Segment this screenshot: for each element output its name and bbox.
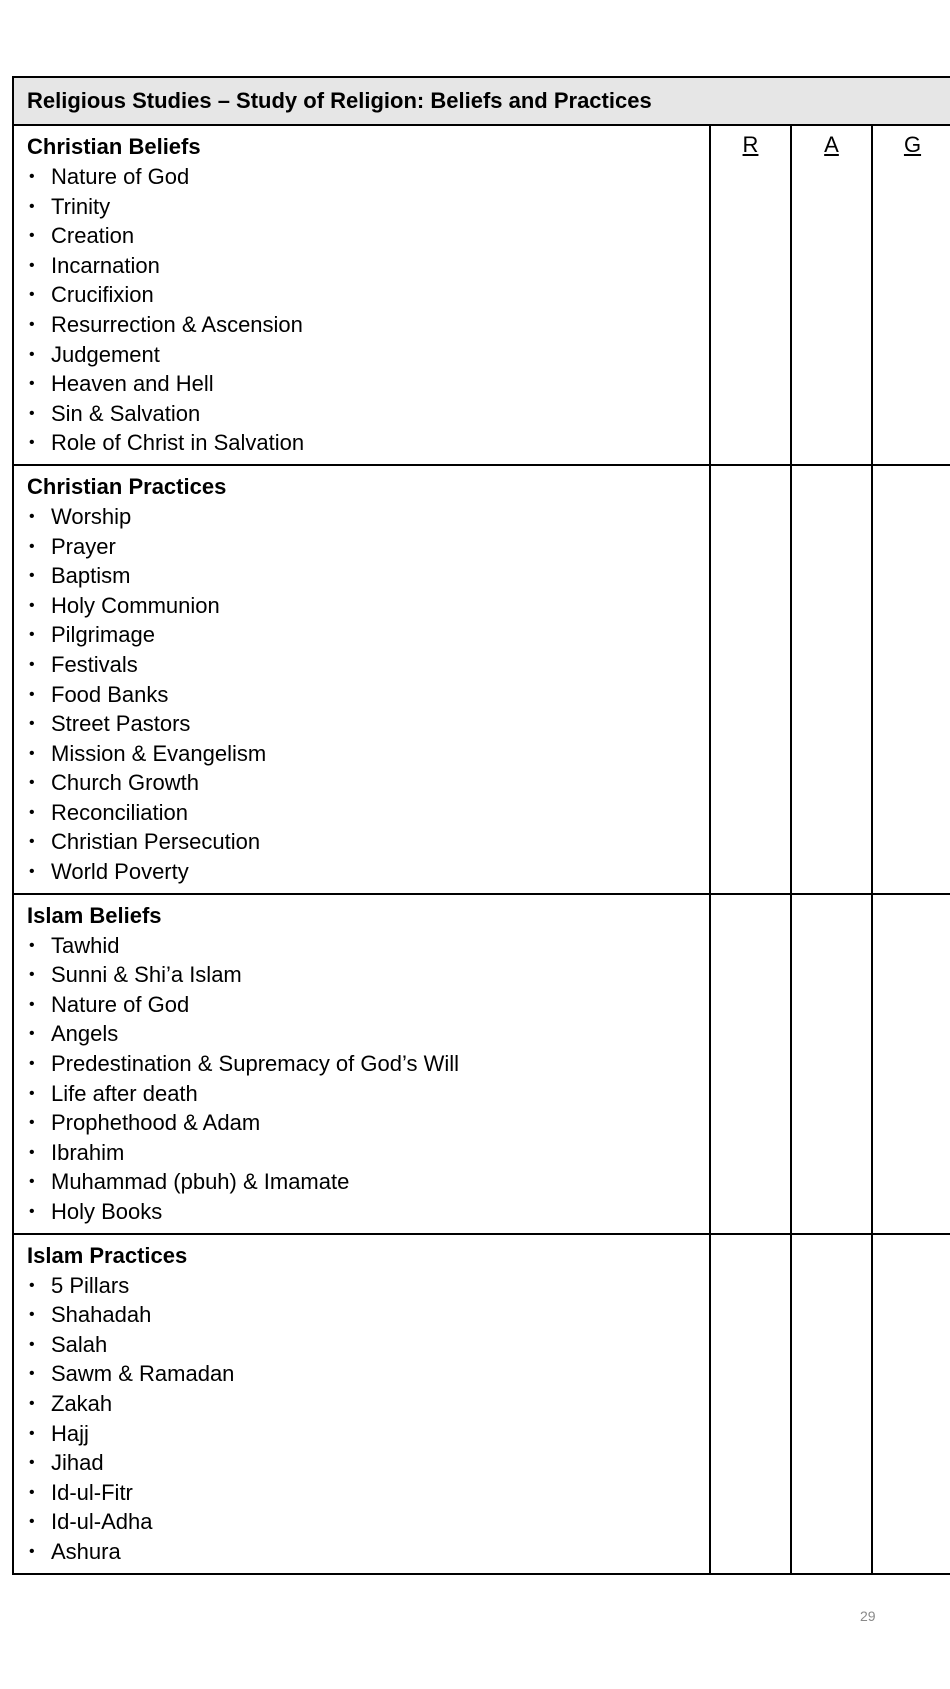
list-item-label: Hajj	[51, 1420, 89, 1446]
list-item-label: Salah	[51, 1331, 108, 1357]
rag-cell-r[interactable]	[710, 465, 791, 894]
list-item-label: Prophethood & Adam	[51, 1110, 261, 1136]
page-number: 29	[860, 1608, 876, 1624]
list-item-label: Reconciliation	[51, 799, 188, 825]
list-item	[27, 1197, 709, 1227]
bullet-icon: •	[29, 1424, 35, 1442]
bullet-icon: •	[29, 966, 35, 984]
bullet-icon: •	[29, 1114, 35, 1132]
list-item	[27, 680, 709, 710]
topic-list	[27, 502, 709, 893]
list-item	[27, 399, 709, 429]
list-item	[27, 1019, 709, 1049]
list-item-label: World Poverty	[51, 859, 189, 885]
section-heading: Christian Beliefs	[27, 134, 201, 159]
list-item-label: Role of Christ in Salvation	[51, 430, 305, 456]
bullet-icon: •	[29, 1394, 35, 1412]
list-item-label: Holy Communion	[51, 592, 220, 618]
list-item	[27, 591, 709, 621]
rag-cell-a[interactable]	[791, 125, 872, 465]
list-item-label: Nature of God	[51, 164, 190, 189]
bullet-icon: •	[29, 833, 35, 851]
list-item	[27, 1507, 709, 1537]
bullet-icon: •	[29, 1454, 35, 1472]
list-item-label: 5 Pillars	[51, 1272, 130, 1298]
list-item-label: Tawhid	[51, 932, 120, 958]
list-item-label: Worship	[51, 503, 132, 529]
list-item-label: Sin & Salvation	[51, 400, 201, 426]
bullet-icon: •	[29, 286, 35, 304]
list-item-label: Creation	[51, 223, 135, 249]
list-item-label: Zakah	[51, 1390, 113, 1416]
list-item-label: Jihad	[51, 1450, 104, 1476]
rag-cell-r[interactable]	[710, 125, 791, 465]
bullet-icon: •	[29, 1513, 35, 1531]
list-item	[27, 1537, 709, 1567]
rag-cell-a[interactable]	[791, 465, 872, 894]
list-item	[27, 768, 709, 798]
bullet-icon: •	[29, 434, 35, 452]
bullet-icon: •	[29, 1483, 35, 1501]
list-item	[27, 251, 709, 281]
bullet-icon: •	[29, 227, 35, 245]
title-row	[13, 77, 950, 125]
topic-cell	[13, 465, 710, 894]
topic-cell	[13, 1234, 710, 1574]
rag-checklist-table	[12, 76, 950, 1575]
bullet-icon: •	[29, 345, 35, 363]
list-item-label: Crucifixion	[51, 282, 154, 308]
list-item-label: Street Pastors	[51, 711, 191, 737]
rag-cell-a[interactable]	[791, 894, 872, 1234]
list-item-label: Sawm & Ramadan	[51, 1361, 235, 1387]
list-item	[27, 960, 709, 990]
bullet-icon: •	[29, 995, 35, 1013]
list-item-label: Resurrection & Ascension	[51, 311, 303, 337]
list-item	[27, 620, 709, 650]
list-item	[27, 990, 709, 1020]
list-item-label: Ibrahim	[51, 1139, 125, 1165]
list-item-label: Predestination & Supremacy of God’s Will	[51, 1051, 459, 1077]
list-item-label: Ashura	[51, 1538, 121, 1564]
list-item	[27, 931, 709, 961]
topic-cell	[13, 894, 710, 1234]
list-item-label: Festivals	[51, 651, 138, 677]
list-item-label: Trinity	[51, 193, 111, 219]
bullet-icon: •	[29, 1173, 35, 1191]
list-item	[27, 1359, 709, 1389]
list-item	[27, 1448, 709, 1478]
topic-list	[27, 162, 709, 464]
list-item-label: Incarnation	[51, 252, 160, 278]
list-item	[27, 428, 709, 458]
bullet-icon: •	[29, 404, 35, 422]
list-item	[27, 1271, 709, 1301]
list-item	[27, 827, 709, 857]
bullet-icon: •	[29, 1365, 35, 1383]
list-item	[27, 739, 709, 769]
section-heading: Christian Practices	[27, 473, 227, 499]
bullet-icon: •	[29, 375, 35, 393]
list-item	[27, 1108, 709, 1138]
bullet-icon: •	[29, 1025, 35, 1043]
bullet-icon: •	[29, 744, 35, 762]
list-item	[27, 1478, 709, 1508]
rag-header-a: A	[824, 132, 839, 157]
list-item	[27, 280, 709, 310]
list-item	[27, 1167, 709, 1197]
bullet-icon: •	[29, 1276, 35, 1294]
list-item-label: Judgement	[51, 341, 160, 367]
list-item	[27, 162, 709, 192]
bullet-icon: •	[29, 1306, 35, 1324]
bullet-icon: •	[29, 537, 35, 555]
rag-cell-g[interactable]	[872, 1234, 950, 1574]
bullet-icon: •	[29, 1335, 35, 1353]
list-item	[27, 561, 709, 591]
bullet-icon: •	[29, 685, 35, 703]
rag-header-r: R	[742, 132, 759, 157]
list-item-label: Shahadah	[51, 1302, 152, 1328]
list-item-label: Prayer	[51, 533, 116, 559]
list-item-label: Mission & Evangelism	[51, 740, 267, 766]
list-item	[27, 709, 709, 739]
topic-cell	[13, 125, 710, 465]
bullet-icon: •	[29, 315, 35, 333]
list-item	[27, 1079, 709, 1109]
list-item	[27, 857, 709, 887]
bullet-icon: •	[29, 168, 35, 185]
bullet-icon: •	[29, 197, 35, 215]
list-item-label: Heaven and Hell	[51, 371, 214, 397]
list-item-label: Pilgrimage	[51, 622, 155, 648]
section-row	[13, 125, 950, 465]
rag-cell-r[interactable]	[710, 894, 791, 1234]
list-item	[27, 532, 709, 562]
rag-cell-r[interactable]	[710, 1234, 791, 1574]
section-heading: Islam Practices	[27, 1242, 188, 1268]
bullet-icon: •	[29, 1143, 35, 1161]
section-row	[13, 894, 950, 1234]
list-item	[27, 1049, 709, 1079]
rag-cell-g[interactable]	[872, 894, 950, 1234]
bullet-icon: •	[29, 936, 35, 954]
bullet-icon: •	[29, 256, 35, 274]
section-row	[13, 1234, 950, 1574]
bullet-icon: •	[29, 803, 35, 821]
list-item	[27, 1389, 709, 1419]
bullet-icon: •	[29, 567, 35, 585]
list-item-label: Christian Persecution	[51, 829, 261, 855]
list-item	[27, 798, 709, 828]
rag-cell-a[interactable]	[791, 1234, 872, 1574]
bullet-icon: •	[29, 507, 35, 525]
section-row	[13, 465, 950, 894]
list-item	[27, 1138, 709, 1168]
list-item	[27, 221, 709, 251]
bullet-icon: •	[29, 1203, 35, 1220]
rag-header-g: G	[903, 132, 922, 157]
list-item-label: Baptism	[51, 563, 131, 589]
bullet-icon: •	[29, 715, 35, 733]
rag-cell-g[interactable]	[872, 125, 950, 465]
bullet-icon: •	[29, 1055, 35, 1073]
list-item	[27, 192, 709, 222]
list-item	[27, 1300, 709, 1330]
list-item-label: Holy Books	[51, 1199, 163, 1224]
list-item-label: Church Growth	[51, 770, 199, 796]
list-item	[27, 310, 709, 340]
list-item	[27, 369, 709, 399]
topic-list	[27, 931, 709, 1233]
list-item-label: Nature of God	[51, 991, 190, 1017]
list-item	[27, 340, 709, 370]
bullet-icon: •	[29, 626, 35, 644]
section-heading: Islam Beliefs	[27, 902, 162, 928]
table-title: Religious Studies – Study of Religion: Beliefs and Practices	[13, 77, 950, 125]
bullet-icon: •	[29, 863, 35, 881]
list-item-label: Sunni & Shi’a Islam	[51, 962, 242, 988]
list-item	[27, 650, 709, 680]
list-item-label: Life after death	[51, 1080, 198, 1106]
bullet-icon: •	[29, 1542, 35, 1560]
list-item	[27, 1419, 709, 1449]
list-item-label: Id-ul-Fitr	[51, 1479, 133, 1505]
rag-cell-g[interactable]	[872, 465, 950, 894]
list-item-label: Food Banks	[51, 681, 169, 707]
list-item-label: Id-ul-Adha	[51, 1509, 153, 1535]
bullet-icon: •	[29, 774, 35, 792]
list-item	[27, 1330, 709, 1360]
list-item-label: Angels	[51, 1021, 119, 1047]
topic-list	[27, 1271, 709, 1573]
bullet-icon: •	[29, 655, 35, 673]
list-item	[27, 502, 709, 532]
bullet-icon: •	[29, 596, 35, 614]
list-item-label: Muhammad (pbuh) & Imamate	[51, 1169, 350, 1195]
bullet-icon: •	[29, 1084, 35, 1102]
